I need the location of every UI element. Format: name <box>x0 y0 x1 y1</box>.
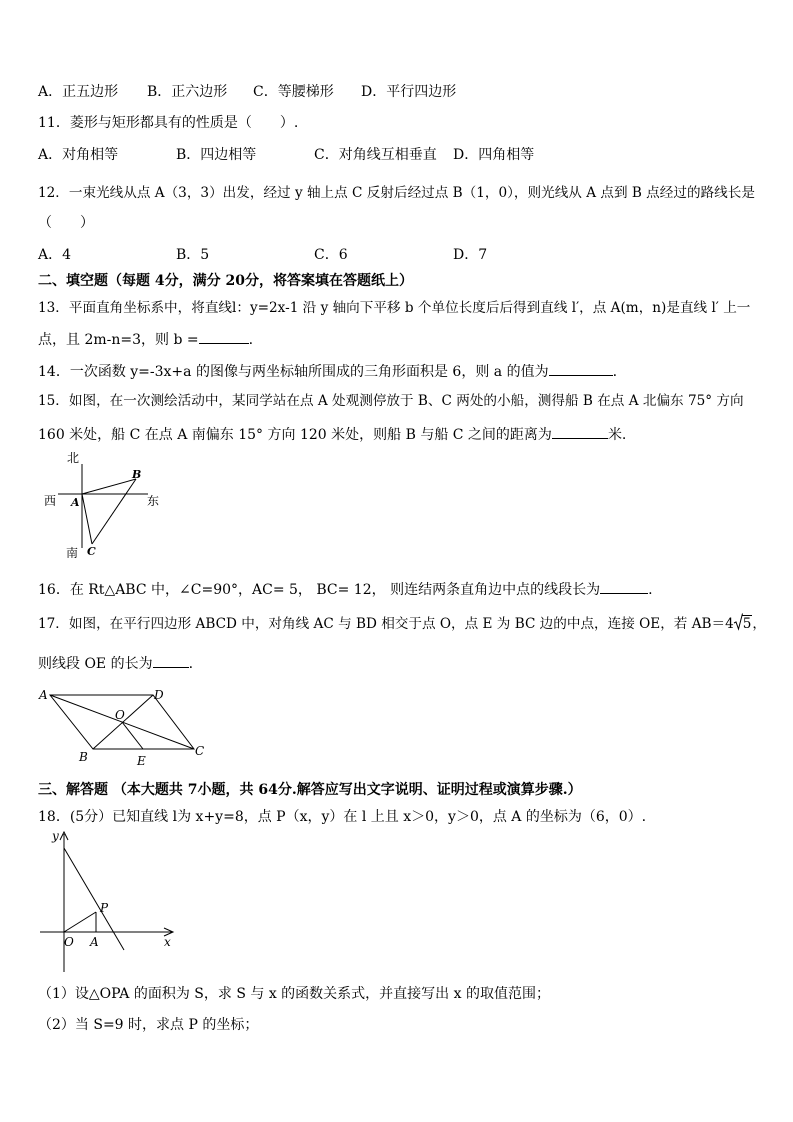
q12-stem: 12．一束光线从点 A（3，3）出发，经过 y 轴上点 C 反射后经过点 B（1，0），则光线从 A 点到 B 点经过的路线长是 <box>38 185 755 201</box>
q18-stem: 18．(5分）已知直线 l为 x+y=8，点 P（x，y）在 l 上且 x＞0，y＞0，点 A 的坐标为（6，0）. <box>38 809 647 825</box>
q14-line <box>38 361 617 381</box>
q12-option-d: D．7 <box>453 247 488 263</box>
q15-line1: 15．如图，在一次测绘活动中，某同学站在点 A 处观测停放于 B、C 两处的小船，测得船 B 在点 A 北偏东 75° 方向 <box>38 393 744 409</box>
q12-option-c: C．6 <box>314 247 348 263</box>
q17-end: . <box>188 656 194 672</box>
section-2-heading: 二、填空题（每题 4分，满分 20分，将答案填在答题纸上） <box>38 273 413 289</box>
q10-option-d: D．平行四边形 <box>361 84 457 100</box>
q11-option-b: B．四边相等 <box>176 147 257 163</box>
q12-option-b: B．5 <box>176 247 210 263</box>
fig15-point-c: C <box>87 545 96 558</box>
fig17-point-a: A <box>39 688 48 702</box>
fig17-diagonal-bd <box>93 695 153 749</box>
q14-text: 14．一次函数 y=-3x+a 的图像与两坐标轴所围成的三角形面积是 6，则 a 的值为 <box>38 364 549 380</box>
q16-text: 16．在 Rt△ABC 中，∠C=90°，AC= 5， BC= 12， 则连结两条直角边中点的线段长为 <box>38 582 601 598</box>
q11-option-a: A．对角相等 <box>38 147 119 163</box>
q16-answer-blank <box>600 579 648 594</box>
q13-line1: 13．平面直角坐标系中，将直线l：y=2x-1 沿 y 轴向下平移 b 个单位长度后后得到直线 l′，点 A(m，n)是直线 l′ 上一 <box>38 300 751 316</box>
fig15-point-b: B <box>132 468 142 481</box>
fig18-label-o: O <box>64 935 74 949</box>
q14-answer-blank <box>549 361 613 376</box>
fig18-label-p: P <box>100 901 109 915</box>
fig18-label-y: y <box>52 829 59 843</box>
q12-option-a: A．4 <box>38 247 72 263</box>
fig17-point-c: C <box>195 744 205 758</box>
q17-line2 <box>38 653 193 673</box>
fig18-segment-op <box>64 912 96 932</box>
section-3-heading: 三、解答题 （本大题共 7小题，共 64分.解答应写出文字说明、证明过程或演算步骤.） <box>38 782 582 798</box>
q17-line1-end: ， <box>752 616 767 632</box>
q18-part1: （1）设△OPA 的面积为 S，求 S 与 x 的函数关系式，并直接写出 x 的取值范围； <box>38 986 550 1002</box>
q13-line2 <box>38 329 253 349</box>
fig15-label-north: 北 <box>67 451 80 465</box>
q15-line2 <box>38 424 626 444</box>
q18-figure <box>36 828 186 978</box>
fig15-label-south: 南 <box>66 546 79 560</box>
q10-option-c: C．等腰梯形 <box>253 84 334 100</box>
q17-line1 <box>38 615 766 633</box>
q17-text2: 则线段 OE 的长为 <box>38 656 153 672</box>
q15-text: 160 米处，船 C 在点 A 南偏东 15° 方向 120 米处，则船 B 与船 C 之间的距离为 <box>38 427 552 443</box>
q18-part2: （2）当 S=9 时，求点 P 的坐标； <box>38 1017 259 1033</box>
fig15-label-west: 西 <box>44 494 57 508</box>
fig18-label-a: A <box>90 935 99 949</box>
fig15-point-a: A <box>71 496 80 509</box>
q15-answer-blank <box>552 424 608 439</box>
q17-figure <box>36 686 216 766</box>
q15-figure <box>38 452 168 570</box>
fig15-segment-ac <box>82 494 92 544</box>
q12-stem-cont: （ ） <box>38 215 94 231</box>
fig17-point-o: O <box>115 708 125 722</box>
q11-option-c: C．对角线互相垂直 <box>314 147 437 163</box>
q14-end: . <box>612 364 618 380</box>
q17-answer-blank <box>153 653 189 668</box>
q13-end: . <box>248 332 254 348</box>
q10-option-a: A．正五边形 <box>38 84 119 100</box>
q13-text: 点，且 2m-n=3，则 b = <box>38 332 199 348</box>
q11-stem: 11．菱形与矩形都具有的性质是（ ）. <box>38 115 299 131</box>
fig17-point-e: E <box>137 754 146 768</box>
fig17-point-d: D <box>154 688 164 702</box>
fig18-label-x: x <box>164 935 171 949</box>
fig15-label-east: 东 <box>147 494 160 508</box>
fig15-segment-bc <box>92 479 136 544</box>
q16-end: . <box>648 582 653 598</box>
q16-line <box>38 579 653 599</box>
sqrt-sign-icon <box>734 613 743 631</box>
q17-text: 17．如图，在平行四边形 ABCD 中，对角线 AC 与 BD 相交于点 O，点 E 为 BC 边的中点，连接 OE，若 AB＝4 <box>38 616 734 632</box>
q10-option-b: B．正六边形 <box>147 84 228 100</box>
q17-sqrt-arg: 5 <box>742 616 752 632</box>
q17-sqrt <box>734 615 753 633</box>
fig17-point-b: B <box>79 750 88 764</box>
q15-end: 米. <box>607 427 627 443</box>
q11-option-d: D．四角相等 <box>453 147 535 163</box>
q13-answer-blank <box>199 329 249 344</box>
